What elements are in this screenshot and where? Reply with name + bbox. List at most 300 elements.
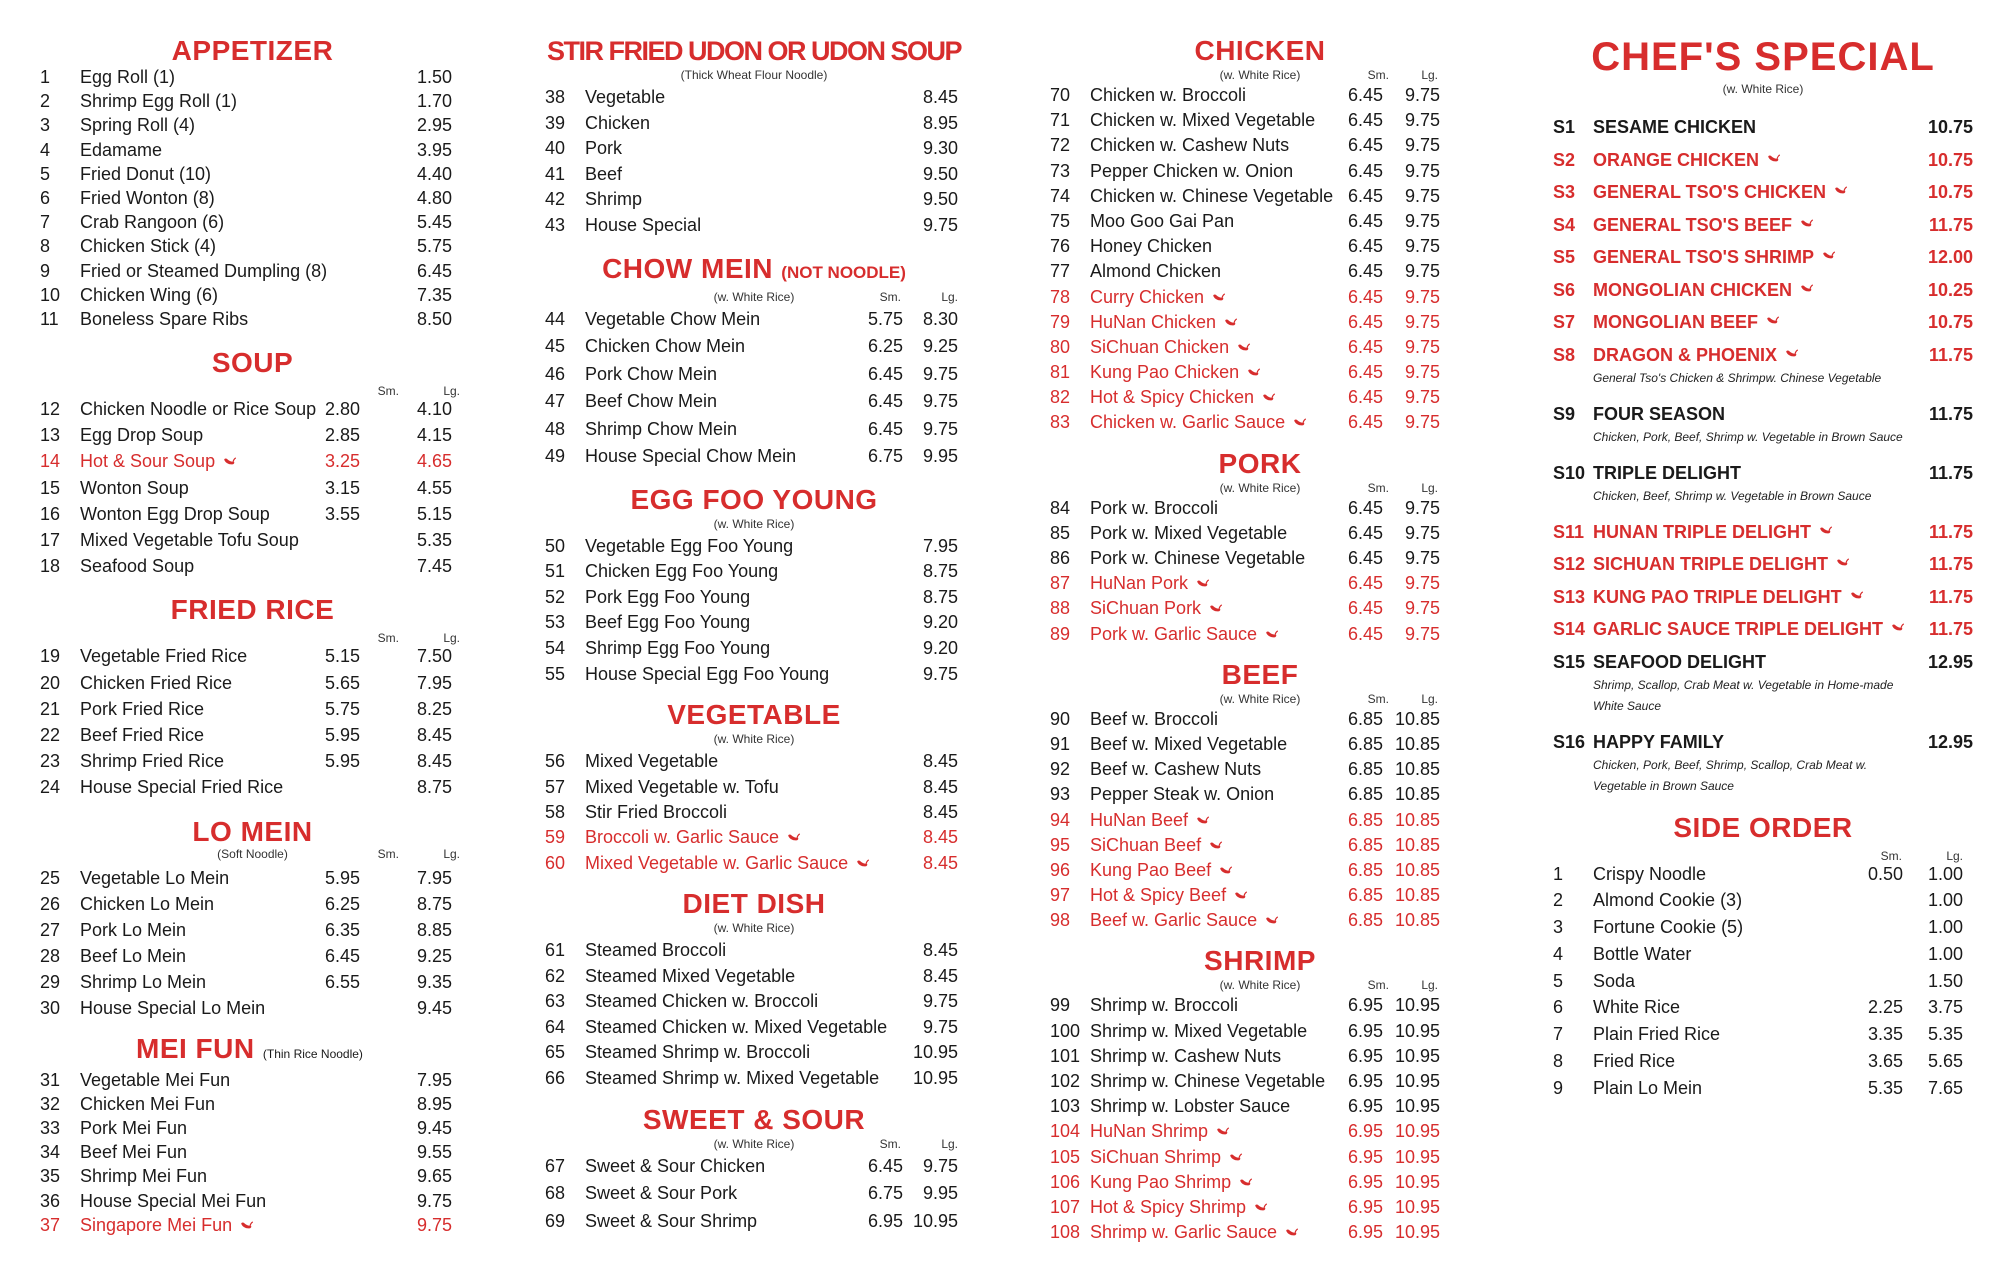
item-name: Shrimp Chow Mein bbox=[585, 418, 738, 439]
menu-item bbox=[1050, 625, 1470, 650]
item-number: 32 bbox=[40, 1093, 61, 1114]
menu-item bbox=[1050, 1072, 1470, 1097]
item-name: Pork Chow Mein bbox=[585, 363, 718, 384]
section-udon bbox=[545, 34, 963, 242]
menu-item bbox=[40, 1143, 465, 1167]
item-number: 18 bbox=[40, 556, 61, 577]
chef-special-item bbox=[1553, 116, 1973, 138]
item-number: 91 bbox=[1050, 733, 1071, 754]
menu-item bbox=[1050, 1122, 1470, 1147]
large-price: 9.20 bbox=[922, 612, 958, 633]
chef-special-item bbox=[1553, 586, 1973, 608]
item-number: 25 bbox=[40, 867, 61, 888]
menu-item bbox=[1553, 865, 1973, 892]
small-price: 6.85 bbox=[1347, 784, 1383, 805]
item-name: Hot & Spicy Shrimp bbox=[1090, 1196, 1247, 1217]
chili-pepper-icon bbox=[1196, 816, 1209, 825]
item-number: 20 bbox=[40, 672, 61, 693]
item-name: Beef w. Cashew Nuts bbox=[1090, 759, 1262, 780]
item-name: Egg Drop Soup bbox=[80, 425, 204, 446]
large-price: 7.35 bbox=[416, 284, 452, 305]
chili-pepper-icon bbox=[1254, 1203, 1267, 1212]
menu-item bbox=[1050, 549, 1470, 574]
section-chefs-special bbox=[1553, 34, 1973, 797]
item-name: Shrimp w. Broccoli bbox=[1090, 995, 1239, 1016]
section-title: DIET DISH bbox=[682, 888, 826, 920]
item-price: 11.75 bbox=[1928, 521, 1973, 542]
item-name: Egg Roll (1) bbox=[80, 67, 176, 87]
menu-item bbox=[40, 141, 465, 165]
section-shrimp bbox=[1050, 944, 1470, 1248]
small-price: 6.45 bbox=[867, 418, 903, 439]
menu-item bbox=[40, 116, 465, 140]
item-name: Chicken w. Broccoli bbox=[1090, 85, 1247, 105]
item-name: Steamed Chicken w. Broccoli bbox=[585, 991, 819, 1012]
item-name: Chicken w. Cashew Nuts bbox=[1090, 135, 1290, 156]
large-price: 8.75 bbox=[922, 561, 958, 582]
menu-item bbox=[40, 973, 465, 999]
item-number: 75 bbox=[1050, 210, 1071, 231]
large-size-label: Lg. bbox=[941, 289, 958, 304]
small-price: 0.50 bbox=[1867, 863, 1903, 884]
menu-item bbox=[545, 114, 963, 140]
section-egg-foo-young bbox=[545, 483, 963, 691]
item-number: 44 bbox=[545, 308, 566, 329]
small-price: 6.45 bbox=[324, 946, 360, 967]
item-number: 46 bbox=[545, 363, 566, 384]
chili-pepper-icon bbox=[1850, 591, 1863, 600]
item-name: MONGOLIAN CHICKEN bbox=[1593, 279, 1792, 300]
menu-item bbox=[545, 854, 963, 879]
large-price: 10.85 bbox=[1394, 809, 1440, 830]
item-name: Almond Chicken bbox=[1090, 261, 1222, 282]
item-number: 98 bbox=[1050, 910, 1071, 931]
chili-pepper-icon bbox=[787, 833, 800, 842]
small-price: 6.85 bbox=[1347, 910, 1383, 931]
chili-pepper-icon bbox=[1212, 293, 1225, 302]
item-code: S14 bbox=[1553, 619, 1586, 639]
chef-special-row bbox=[1553, 181, 1973, 203]
large-price: 8.75 bbox=[922, 586, 958, 607]
small-price: 6.85 bbox=[1347, 859, 1383, 880]
item-name: House Special bbox=[585, 214, 702, 235]
section-title: CHEF'S SPECIAL bbox=[1591, 35, 1935, 79]
menu-item bbox=[40, 647, 465, 673]
item-number: 87 bbox=[1050, 573, 1071, 594]
large-price: 4.65 bbox=[416, 451, 452, 472]
item-number: 81 bbox=[1050, 362, 1071, 383]
size-header bbox=[1553, 845, 1973, 865]
large-price: 10.85 bbox=[1394, 859, 1440, 880]
small-price: 6.45 bbox=[1347, 336, 1383, 357]
item-name: SiChuan Shrimp bbox=[1090, 1146, 1222, 1167]
small-price: 6.85 bbox=[1347, 834, 1383, 855]
large-price: 9.75 bbox=[1404, 110, 1440, 131]
menu-item bbox=[545, 1212, 963, 1240]
chili-pepper-icon bbox=[1229, 1153, 1242, 1162]
menu-column-3 bbox=[1050, 34, 1470, 1248]
large-price: 10.95 bbox=[912, 1068, 958, 1089]
item-name: Mixed Vegetable bbox=[585, 751, 719, 772]
menu-item bbox=[545, 588, 963, 614]
section-chow-mein bbox=[545, 252, 963, 475]
chefs-special-list bbox=[1553, 116, 1973, 797]
chef-special-row bbox=[1553, 618, 1973, 640]
item-number: 82 bbox=[1050, 387, 1071, 408]
section-note: (w. White Rice) bbox=[1219, 691, 1301, 706]
chili-pepper-icon bbox=[856, 859, 869, 868]
item-name: Hot & Spicy Beef bbox=[1090, 885, 1227, 906]
small-price: 3.15 bbox=[324, 477, 360, 498]
small-price: 6.45 bbox=[1347, 261, 1383, 282]
item-number: 51 bbox=[545, 561, 566, 582]
item-number: 8 bbox=[1553, 1051, 1564, 1072]
item-number: 70 bbox=[1050, 85, 1071, 105]
item-name: GENERAL TSO'S CHICKEN bbox=[1593, 182, 1826, 202]
section-pork bbox=[1050, 447, 1470, 650]
item-price: 12.95 bbox=[1927, 731, 1973, 752]
size-header bbox=[545, 290, 963, 310]
item-name: HUNAN TRIPLE DELIGHT bbox=[1593, 521, 1811, 542]
item-name: Shrimp Fried Rice bbox=[80, 751, 225, 772]
item-name: Seafood Soup bbox=[80, 556, 195, 577]
small-price: 6.95 bbox=[1347, 1096, 1383, 1117]
chili-pepper-icon bbox=[1219, 866, 1232, 875]
menu-item bbox=[1050, 1022, 1470, 1047]
large-price: 9.75 bbox=[1404, 623, 1440, 644]
chili-pepper-icon bbox=[1237, 343, 1250, 352]
section-note: (Thick Wheat Flour Noodle) bbox=[680, 68, 828, 82]
menu-item bbox=[1050, 1047, 1470, 1072]
item-name: Pork w. Chinese Vegetable bbox=[1090, 548, 1306, 568]
item-name: Shrimp bbox=[585, 189, 643, 210]
large-price: 1.00 bbox=[1927, 917, 1963, 938]
chef-special-row bbox=[1553, 586, 1973, 608]
chili-pepper-icon bbox=[1209, 604, 1222, 613]
section-side-order bbox=[1553, 811, 1973, 1106]
chili-pepper-icon bbox=[1247, 368, 1260, 377]
menu-item bbox=[40, 726, 465, 752]
size-header bbox=[40, 627, 465, 647]
menu-item bbox=[1050, 313, 1470, 338]
item-number: 61 bbox=[545, 940, 566, 961]
large-price: 9.30 bbox=[922, 138, 958, 159]
large-price: 7.95 bbox=[922, 535, 958, 556]
item-number: 24 bbox=[40, 777, 61, 798]
item-description: Chicken, Pork, Beef, Shrimp w. Vegetable in Brown Sauce bbox=[1593, 429, 1903, 444]
chef-special-item bbox=[1553, 521, 1973, 543]
item-name: Beef Mei Fun bbox=[80, 1142, 188, 1163]
large-price: 9.75 bbox=[1404, 311, 1440, 332]
chili-pepper-icon bbox=[1800, 284, 1813, 293]
chili-pepper-icon bbox=[1285, 1228, 1298, 1237]
chili-pepper-icon bbox=[1262, 393, 1275, 402]
menu-item bbox=[545, 967, 963, 993]
chef-special-row bbox=[1553, 344, 1973, 366]
item-name: HuNan Beef bbox=[1090, 809, 1189, 830]
menu-item bbox=[40, 1216, 465, 1240]
item-number: 88 bbox=[1050, 598, 1071, 619]
item-name: Beef Fried Rice bbox=[80, 724, 205, 745]
section-note: (w. White Rice) bbox=[1219, 68, 1301, 82]
large-price: 1.50 bbox=[1927, 970, 1963, 991]
section-note: (w. White Rice) bbox=[1722, 82, 1804, 96]
item-name: Pork Egg Foo Young bbox=[585, 586, 751, 607]
menu-item bbox=[545, 310, 963, 338]
chef-special-item bbox=[1553, 149, 1973, 171]
large-price: 8.75 bbox=[416, 893, 452, 914]
menu-item bbox=[1050, 1148, 1470, 1173]
item-number: 35 bbox=[40, 1166, 61, 1187]
item-number: 57 bbox=[545, 776, 566, 797]
chili-pepper-icon bbox=[1209, 841, 1222, 850]
chili-pepper-icon bbox=[240, 1221, 253, 1230]
item-name: HuNan Chicken bbox=[1090, 311, 1217, 332]
large-price: 10.95 bbox=[1394, 995, 1440, 1016]
item-number: 7 bbox=[40, 212, 51, 233]
large-price: 7.95 bbox=[416, 1069, 452, 1090]
section-appetizer bbox=[40, 34, 465, 334]
item-name: House Special Chow Mein bbox=[585, 446, 797, 467]
large-price: 10.95 bbox=[1394, 1020, 1440, 1041]
item-number: 27 bbox=[40, 919, 61, 940]
menu-item bbox=[1050, 136, 1470, 161]
menu-item bbox=[40, 999, 465, 1025]
large-size-label: Lg. bbox=[1421, 691, 1438, 706]
chili-pepper-icon bbox=[1239, 1178, 1252, 1187]
menu-item bbox=[40, 1192, 465, 1216]
chili-pepper-icon bbox=[1891, 623, 1904, 632]
item-number: 1 bbox=[40, 67, 51, 87]
menu-item bbox=[545, 190, 963, 216]
large-price: 9.45 bbox=[416, 1118, 452, 1138]
menu-item bbox=[1050, 996, 1470, 1021]
item-price: 11.75 bbox=[1928, 214, 1973, 235]
small-price: 6.85 bbox=[1347, 733, 1383, 754]
chili-pepper-icon bbox=[1836, 558, 1849, 567]
section-title: SHRIMP bbox=[1204, 945, 1316, 977]
item-number: 7 bbox=[1553, 1024, 1564, 1045]
item-number: 21 bbox=[40, 698, 61, 719]
small-price: 6.95 bbox=[1347, 1121, 1383, 1142]
item-name: Steamed Chicken w. Mixed Vegetable bbox=[585, 1016, 888, 1037]
chef-special-item bbox=[1553, 311, 1973, 333]
menu-column-2 bbox=[545, 34, 963, 1239]
small-price: 6.45 bbox=[1347, 387, 1383, 408]
item-number: 78 bbox=[1050, 286, 1071, 307]
item-number: 59 bbox=[545, 827, 566, 848]
item-price: 11.75 bbox=[1928, 554, 1973, 574]
item-number: 54 bbox=[545, 637, 566, 658]
menu-item bbox=[545, 1184, 963, 1212]
small-price: 6.35 bbox=[324, 919, 360, 940]
large-price: 9.75 bbox=[1404, 85, 1440, 105]
small-price: 6.45 bbox=[1347, 236, 1383, 257]
item-name: Chicken w. Garlic Sauce bbox=[1090, 412, 1286, 433]
section-note-row bbox=[545, 517, 963, 537]
item-name: Vegetable Mei Fun bbox=[80, 1069, 231, 1090]
chili-pepper-icon bbox=[223, 457, 236, 466]
section-title-text: CHOW MEIN bbox=[602, 252, 773, 284]
item-code: S16 bbox=[1553, 731, 1586, 752]
item-name: Chicken Noodle or Rice Soup bbox=[80, 399, 317, 420]
chef-special-row bbox=[1553, 246, 1973, 268]
item-name: KUNG PAO TRIPLE DELIGHT bbox=[1593, 586, 1842, 607]
section-title: SWEET & SOUR bbox=[642, 1103, 866, 1135]
large-price: 5.45 bbox=[416, 212, 452, 233]
small-size-label: Sm. bbox=[879, 1136, 901, 1151]
menu-item bbox=[545, 88, 963, 114]
item-name: Broccoli w. Garlic Sauce bbox=[585, 827, 780, 848]
item-code: S3 bbox=[1553, 182, 1576, 202]
menu-item bbox=[1553, 972, 1973, 999]
item-name: House Special Lo Mein bbox=[80, 998, 266, 1019]
menu-item bbox=[545, 216, 963, 242]
section-title: PORK bbox=[1218, 447, 1302, 479]
item-price: 10.75 bbox=[1927, 312, 1973, 332]
chef-special-row bbox=[1553, 311, 1973, 333]
item-name: Fried or Steamed Dumpling (8) bbox=[80, 260, 328, 281]
large-price: 9.75 bbox=[1404, 362, 1440, 383]
item-name: House Special Mei Fun bbox=[80, 1190, 267, 1211]
chef-special-item bbox=[1553, 553, 1973, 575]
large-price: 1.70 bbox=[416, 91, 452, 112]
item-number: 107 bbox=[1050, 1196, 1081, 1217]
section-note: (w. White Rice) bbox=[1219, 480, 1301, 495]
item-name: Beef bbox=[585, 163, 623, 184]
menu-item bbox=[1553, 998, 1973, 1025]
item-name: Beef Lo Mein bbox=[80, 946, 187, 967]
menu-item bbox=[40, 237, 465, 261]
section-note: (w. White Rice) bbox=[713, 516, 795, 531]
large-price: 8.45 bbox=[416, 724, 452, 745]
item-code: S5 bbox=[1553, 247, 1576, 267]
small-size-label: Sm. bbox=[377, 846, 399, 861]
small-size-label: Sm. bbox=[1367, 480, 1389, 495]
chef-special-row bbox=[1553, 521, 1973, 543]
large-price: 9.75 bbox=[922, 214, 958, 235]
small-size-label: Sm. bbox=[1880, 848, 1902, 863]
item-number: 36 bbox=[40, 1190, 61, 1211]
item-name: Pork Lo Mein bbox=[80, 919, 187, 940]
section-note: (w. White Rice) bbox=[713, 1136, 795, 1151]
item-number: 12 bbox=[40, 399, 61, 420]
menu-item bbox=[40, 674, 465, 700]
item-name: Beef w. Mixed Vegetable bbox=[1090, 733, 1288, 754]
item-number: 77 bbox=[1050, 261, 1071, 282]
menu-item bbox=[1050, 599, 1470, 624]
size-header bbox=[40, 846, 465, 869]
menu-item bbox=[545, 803, 963, 828]
section-title: SIDE ORDER bbox=[1673, 811, 1853, 843]
item-name: Curry Chicken bbox=[1090, 286, 1205, 307]
large-price: 8.45 bbox=[922, 801, 958, 822]
large-price: 10.85 bbox=[1394, 708, 1440, 729]
item-code: S10 bbox=[1553, 462, 1586, 483]
large-price: 9.95 bbox=[922, 446, 958, 467]
small-size-label: Sm. bbox=[1367, 978, 1389, 993]
item-name: Vegetable Egg Foo Young bbox=[585, 535, 794, 556]
item-number: 2 bbox=[1553, 890, 1564, 911]
item-number: 103 bbox=[1050, 1096, 1081, 1117]
menu-item bbox=[1050, 288, 1470, 313]
small-price: 5.75 bbox=[867, 308, 903, 329]
item-price: 10.25 bbox=[1927, 279, 1973, 300]
menu-item bbox=[1050, 524, 1470, 549]
large-price: 10.95 bbox=[1394, 1146, 1440, 1167]
item-number: 93 bbox=[1050, 784, 1071, 805]
large-price: 9.95 bbox=[922, 1183, 958, 1204]
large-price: 4.10 bbox=[416, 399, 452, 420]
menu-item bbox=[40, 752, 465, 778]
size-header bbox=[1050, 692, 1470, 710]
menu-item bbox=[545, 639, 963, 665]
item-name: Steamed Shrimp w. Broccoli bbox=[585, 1042, 811, 1063]
chef-special-item bbox=[1553, 618, 1973, 640]
menu-item bbox=[1050, 499, 1470, 524]
item-name: Almond Cookie (3) bbox=[1593, 890, 1743, 911]
menu-item bbox=[1050, 785, 1470, 810]
item-name: Shrimp Mei Fun bbox=[80, 1166, 208, 1187]
menu-item bbox=[545, 992, 963, 1018]
chef-special-item bbox=[1553, 403, 1973, 448]
small-price: 6.45 bbox=[1347, 362, 1383, 383]
large-price: 10.95 bbox=[1394, 1121, 1440, 1142]
large-price: 8.30 bbox=[922, 308, 958, 329]
item-name: Shrimp Egg Roll (1) bbox=[80, 91, 238, 112]
small-size-label: Sm. bbox=[377, 631, 399, 646]
large-price: 9.75 bbox=[1404, 286, 1440, 307]
small-size-label: Sm. bbox=[879, 289, 901, 304]
section-note-row bbox=[1553, 80, 1973, 116]
menu-item bbox=[545, 778, 963, 803]
item-code: S9 bbox=[1553, 403, 1576, 424]
large-price: 8.95 bbox=[922, 112, 958, 133]
item-name: Chicken Wing (6) bbox=[80, 284, 219, 305]
large-price: 9.75 bbox=[1404, 135, 1440, 156]
item-number: 40 bbox=[545, 138, 566, 159]
large-price: 5.15 bbox=[416, 503, 452, 524]
item-number: 19 bbox=[40, 646, 61, 667]
small-price: 6.95 bbox=[1347, 1071, 1383, 1091]
item-name: Soda bbox=[1593, 970, 1636, 991]
section-sweet-sour bbox=[545, 1103, 963, 1240]
item-name: Kung Pao Beef bbox=[1090, 859, 1212, 880]
item-number: 84 bbox=[1050, 497, 1071, 518]
small-price: 6.75 bbox=[867, 1183, 903, 1204]
menu-item bbox=[40, 262, 465, 286]
item-number: 14 bbox=[40, 451, 61, 472]
item-name: Beef w. Garlic Sauce bbox=[1090, 910, 1258, 931]
item-number: 33 bbox=[40, 1118, 61, 1138]
section-title: EGG FOO YOUNG bbox=[630, 483, 878, 515]
item-number: 9 bbox=[40, 260, 51, 281]
item-name: Spring Roll (4) bbox=[80, 115, 196, 136]
large-price: 9.75 bbox=[1404, 412, 1440, 433]
item-price: 11.75 bbox=[1928, 344, 1973, 365]
item-name: Shrimp Egg Foo Young bbox=[585, 637, 771, 658]
small-price: 5.95 bbox=[324, 724, 360, 745]
large-price: 10.95 bbox=[1394, 1171, 1440, 1192]
item-name: SESAME CHICKEN bbox=[1593, 117, 1757, 137]
item-name: Bottle Water bbox=[1593, 943, 1692, 964]
large-price: 10.95 bbox=[1394, 1196, 1440, 1217]
large-price: 9.75 bbox=[416, 1190, 452, 1211]
item-name: White Rice bbox=[1593, 997, 1681, 1018]
item-number: 10 bbox=[40, 284, 61, 305]
large-price: 7.95 bbox=[416, 672, 452, 693]
item-number: 89 bbox=[1050, 623, 1071, 644]
